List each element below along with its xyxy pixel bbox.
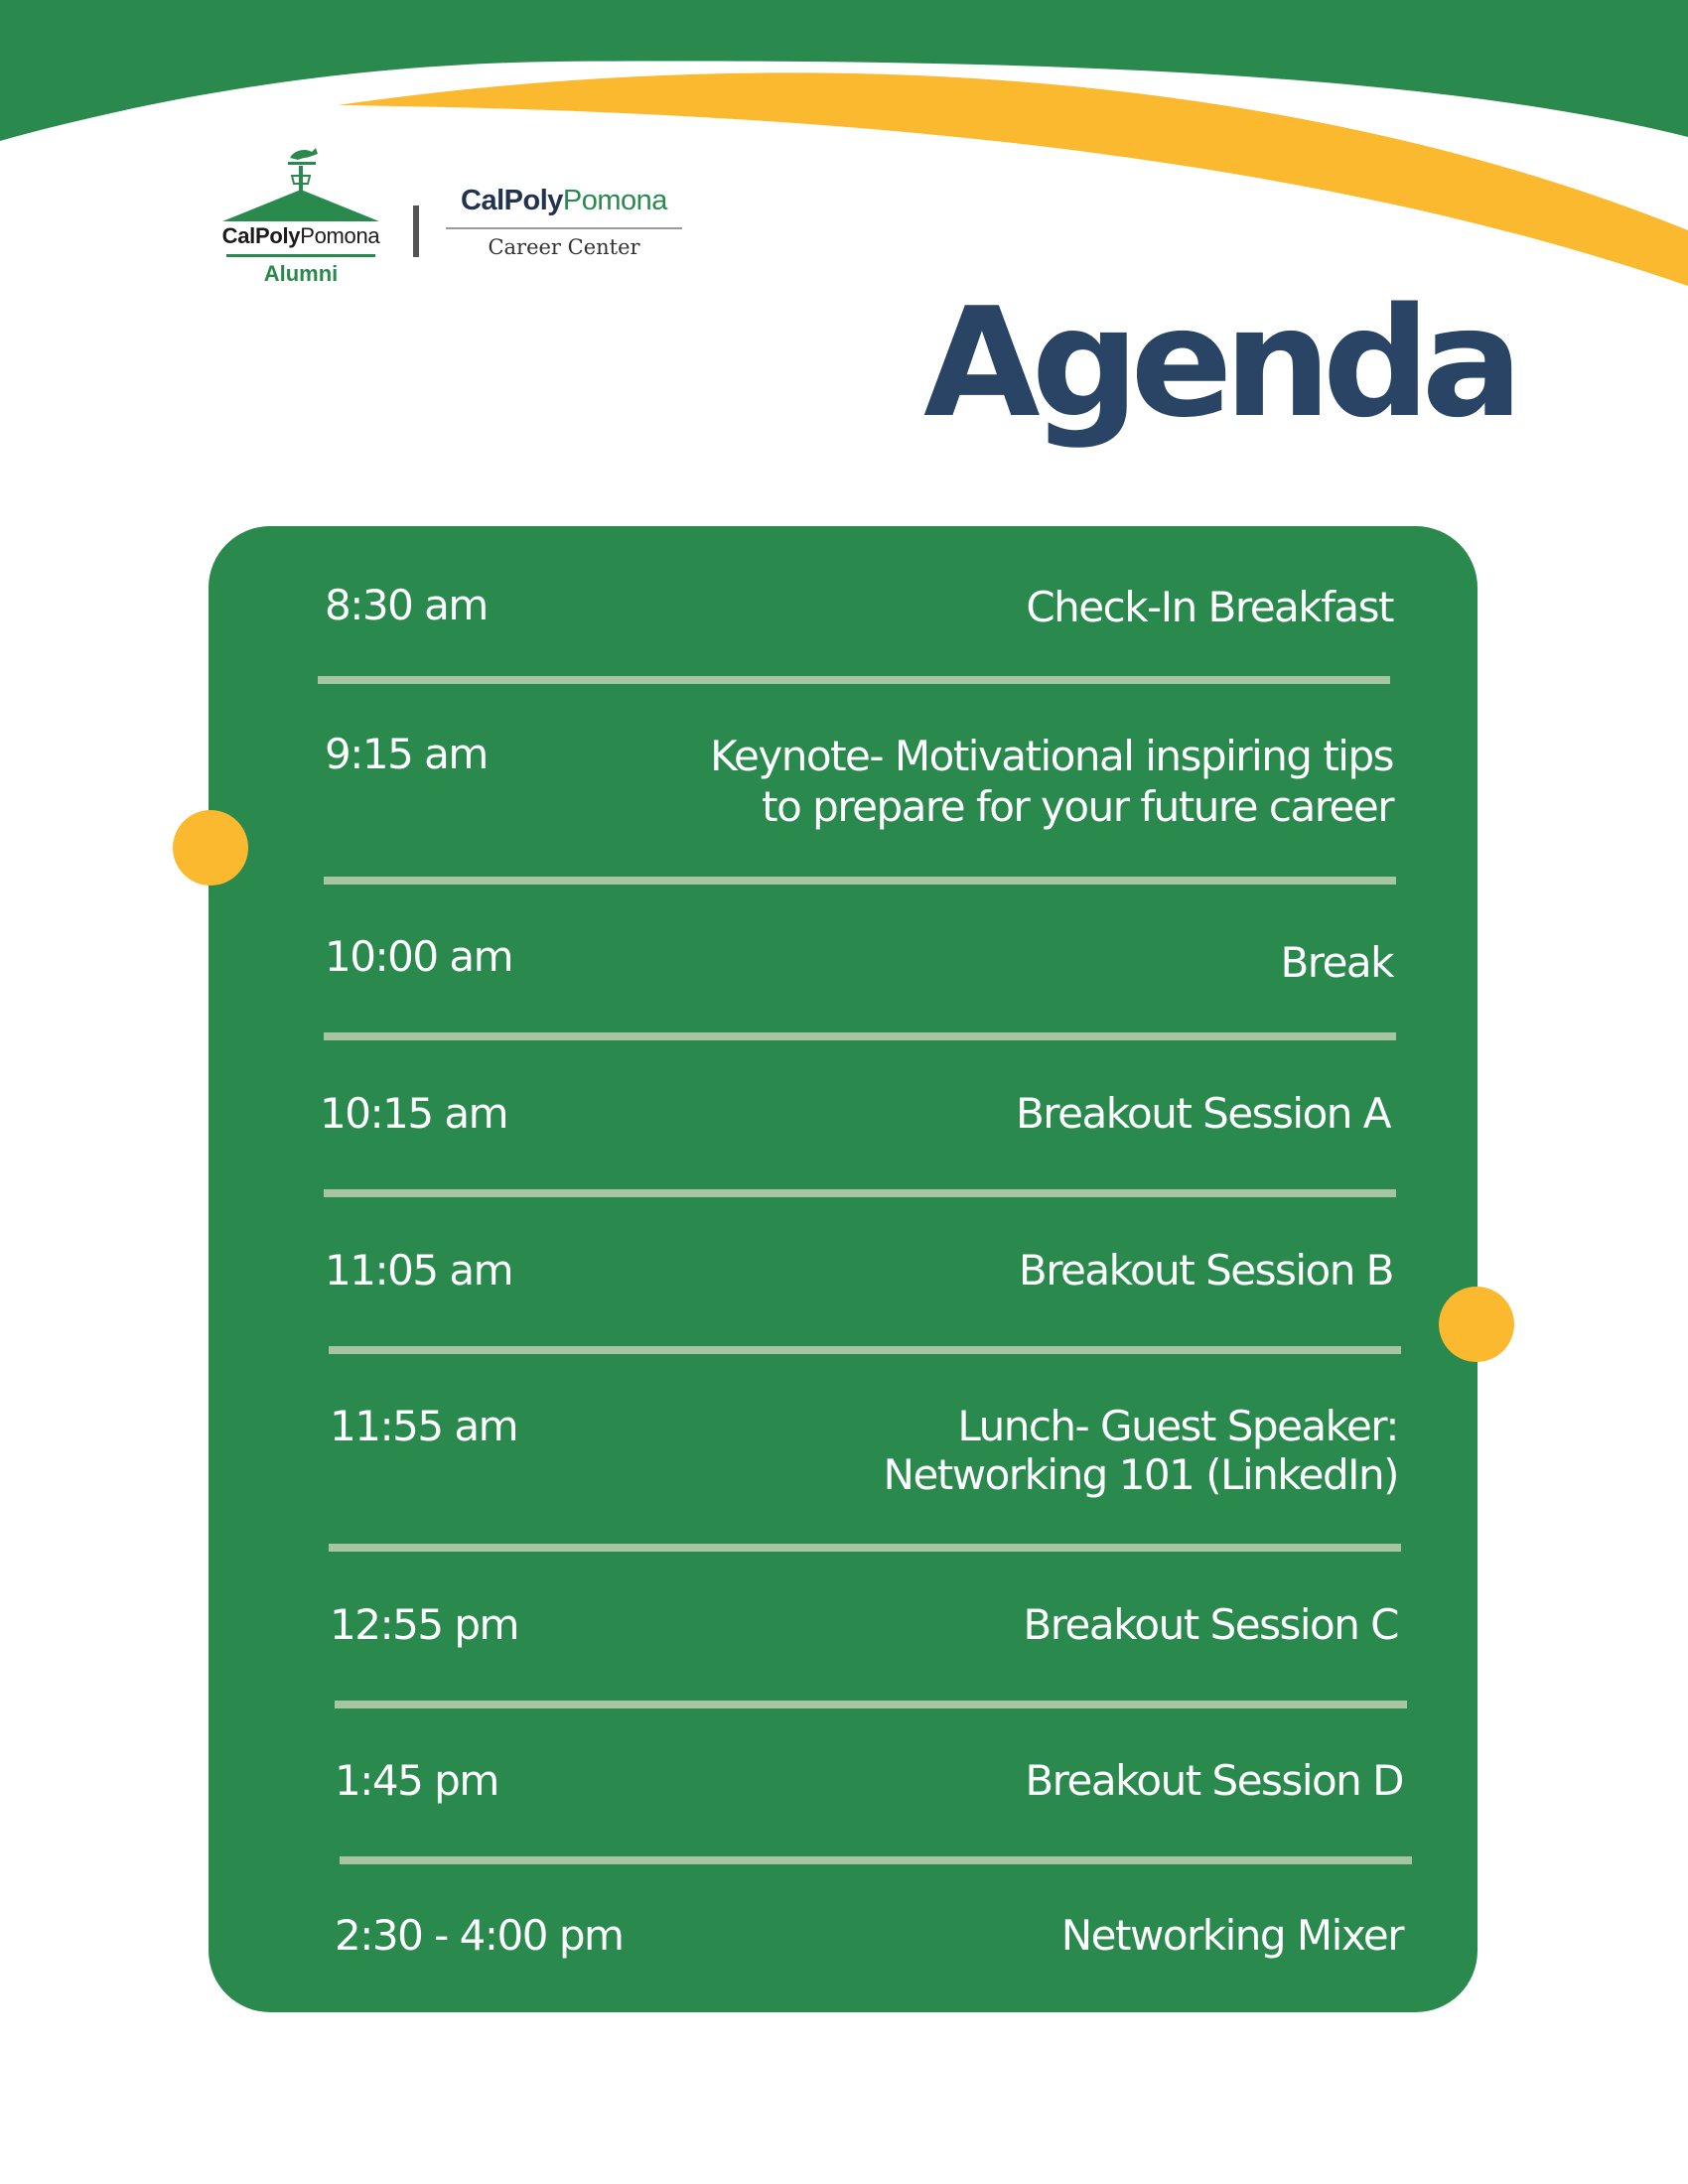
career-logo-subtitle: Career Center (488, 235, 640, 259)
alumni-logo (220, 144, 381, 287)
agenda-time: 10:15 am (320, 1089, 508, 1138)
alumni-logo-subtitle: Alumni (263, 261, 339, 286)
agenda-time: 11:05 am (325, 1246, 513, 1295)
agenda-event: Lunch- Guest Speaker: (957, 1402, 1398, 1450)
career-center-logo (445, 185, 683, 259)
agenda-event: Breakout Session A (1015, 1089, 1390, 1138)
agenda-time: 9:15 am (325, 730, 488, 778)
agenda-divider (324, 1189, 1396, 1197)
logo-divider (413, 205, 419, 257)
agenda-event: Breakout Session D (1025, 1756, 1403, 1805)
agenda-time: 11:55 am (330, 1402, 518, 1450)
agenda-divider (340, 1856, 1412, 1864)
agenda-divider (329, 1544, 1401, 1552)
agenda-event-continued: to prepare for your future career (762, 782, 1393, 831)
career-logo-rule (446, 227, 682, 229)
agenda-divider (335, 1701, 1407, 1708)
agenda-divider (329, 1346, 1401, 1354)
agenda-time: 1:45 pm (335, 1756, 498, 1805)
agenda-time: 8:30 am (325, 581, 488, 629)
agenda-event-continued: Networking 101 (LinkedIn) (883, 1450, 1398, 1499)
agenda-divider (324, 877, 1396, 885)
agenda-event: Check-In Breakfast (1026, 583, 1393, 631)
agenda-divider (318, 676, 1390, 684)
decorative-dot-left (173, 810, 248, 886)
agenda-event: Keynote- Motivational inspiring tips (710, 732, 1393, 780)
alumni-logo-wordmark: CalPolyPomona (221, 223, 380, 248)
agenda-time: 2:30 - 4:00 pm (335, 1911, 624, 1960)
career-logo-wordmark: CalPolyPomona (461, 185, 667, 216)
agenda-event: Break (1280, 938, 1393, 987)
agenda-event: Breakout Session B (1018, 1246, 1393, 1295)
agenda-time: 12:55 pm (330, 1600, 518, 1649)
decorative-dot-right (1439, 1287, 1514, 1362)
alumni-logo-rule (226, 254, 375, 257)
agenda-time: 10:00 am (325, 932, 513, 981)
agenda-event: Networking Mixer (1060, 1911, 1403, 1960)
agenda-divider (324, 1032, 1396, 1040)
page-title: Agenda (923, 275, 1515, 451)
kellogg-arabian-horse-icon (220, 144, 381, 223)
agenda-event: Breakout Session C (1023, 1600, 1398, 1649)
